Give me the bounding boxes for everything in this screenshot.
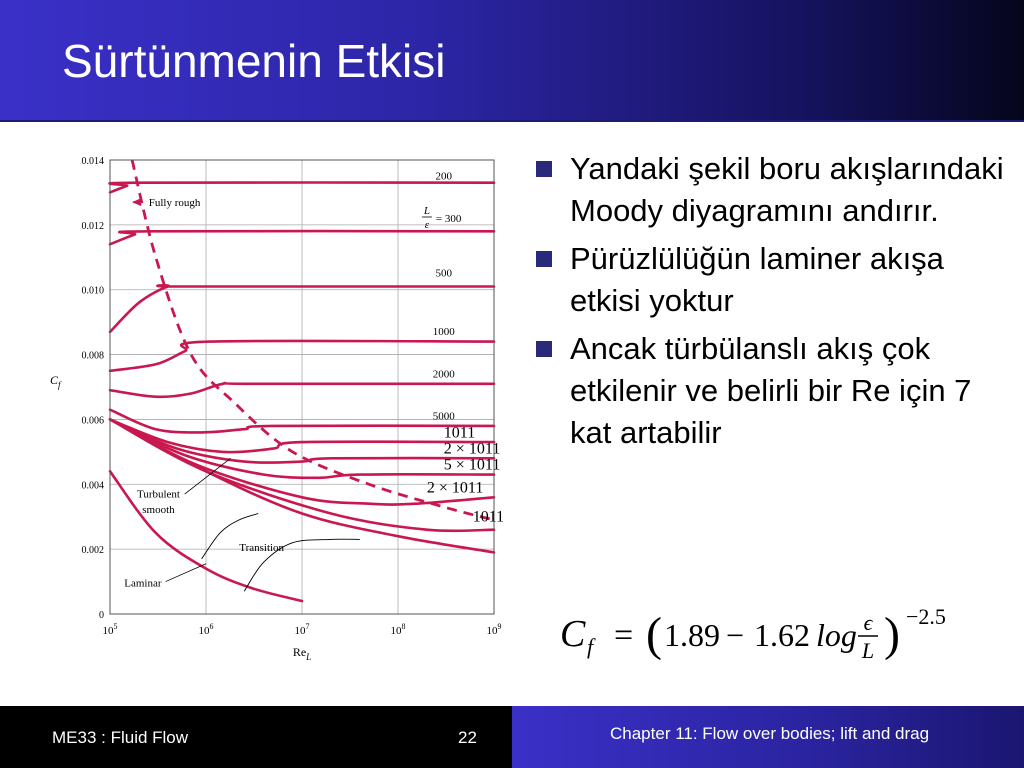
formula-minus: − [726, 617, 745, 653]
formula-right-paren: ) [884, 608, 900, 661]
bullet-item [534, 148, 1004, 232]
x-axis-title: $Re_L$ [292, 645, 312, 662]
bullet-square-icon [536, 341, 552, 357]
formula-left-paren: ( [646, 608, 662, 661]
series-label: 5000 [432, 410, 455, 423]
x-tick-label: $10^6$ [198, 622, 214, 637]
formula-frac-num: ϵ [863, 610, 873, 635]
x-tick-label: $10^9$ [486, 622, 502, 637]
bullet-square-icon [536, 161, 552, 177]
y-tick-label: 0.012 [81, 220, 104, 232]
bullet-text: Pürüzlülüğün laminer akışa etkisi yoktur [570, 241, 944, 318]
fully-rough-arrow-head [132, 198, 141, 206]
y-tick-label: 0.004 [81, 480, 104, 492]
bullet-list [534, 148, 1004, 460]
y-tick-label: 0.006 [81, 415, 104, 427]
friction-formula [560, 600, 980, 670]
series-label: 1000 [432, 326, 455, 339]
formula-frac-den: L [861, 638, 875, 663]
bullet-text: Yandaki şekil boru akışlarındaki Moody diyagramını andırır. [570, 151, 1004, 228]
y-tick-label: 0.002 [81, 545, 104, 557]
bullet-square-icon [536, 251, 552, 267]
x-tick-label: $10^8$ [390, 622, 406, 637]
footer-course: ME33 : Fluid Flow [52, 728, 189, 747]
annotation-pointer [166, 564, 206, 582]
series-label: 1011 [472, 508, 505, 526]
title-bar [0, 0, 1024, 122]
annotation-turbulent: Turbulent [136, 488, 180, 501]
footer-right [512, 706, 1024, 768]
y-tick-label: 0.014 [81, 156, 104, 167]
x-tick-label: $10^5$ [102, 622, 118, 637]
series-label: 200 [435, 170, 453, 183]
annotation-fully-rough: Fully rough [148, 197, 201, 210]
annotation-smooth: smooth [142, 503, 175, 516]
y-tick-label: 0 [99, 610, 104, 621]
footer-page-number: 22 [458, 728, 477, 747]
ratio-label-num: L [423, 204, 430, 217]
chart-labels [124, 170, 504, 589]
formula-log: log [816, 617, 857, 653]
formula-b: 1.62 [754, 617, 810, 653]
formula-exponent: −2.5 [906, 604, 946, 629]
annotation-laminar: Laminar [124, 577, 162, 590]
annotation-transition: Transition [239, 541, 285, 554]
ratio-label-den: ε [424, 218, 430, 231]
formula-lhs: C [560, 613, 586, 655]
y-tick-label: 0.008 [81, 350, 104, 362]
bullet-item [534, 328, 1004, 454]
footer-chapter: Chapter 11: Flow over bodies; lift and drag [610, 724, 930, 743]
ratio-label-value: = 300 [435, 212, 462, 225]
series-label: 2 × 1011 [443, 440, 501, 458]
y-tick-label: 0.010 [81, 285, 104, 297]
formula-equals: = [614, 617, 634, 654]
series-label: 2000 [432, 368, 455, 381]
bullet-item [534, 238, 1004, 322]
series-label: 2 × 1011 [426, 479, 484, 497]
cf-vs-re-chart [40, 146, 510, 666]
series-label: 500 [435, 267, 453, 280]
chart-grid [110, 160, 494, 614]
formula-lhs-sub: f [587, 634, 594, 659]
bullet-text: Ancak türbülanslı akış çok etkilenir ve belirli bir Re için 7 kat artabilir [570, 331, 972, 450]
slide-title: Sürtünmenin Etkisi [62, 35, 446, 87]
y-axis-title: $C_f$ [50, 372, 61, 390]
footer-left [0, 706, 512, 768]
series-label: 1011 [443, 424, 476, 442]
formula-a: 1.89 [664, 617, 720, 653]
x-tick-label: $10^7$ [294, 622, 310, 637]
series-label: 5 × 1011 [443, 456, 501, 474]
